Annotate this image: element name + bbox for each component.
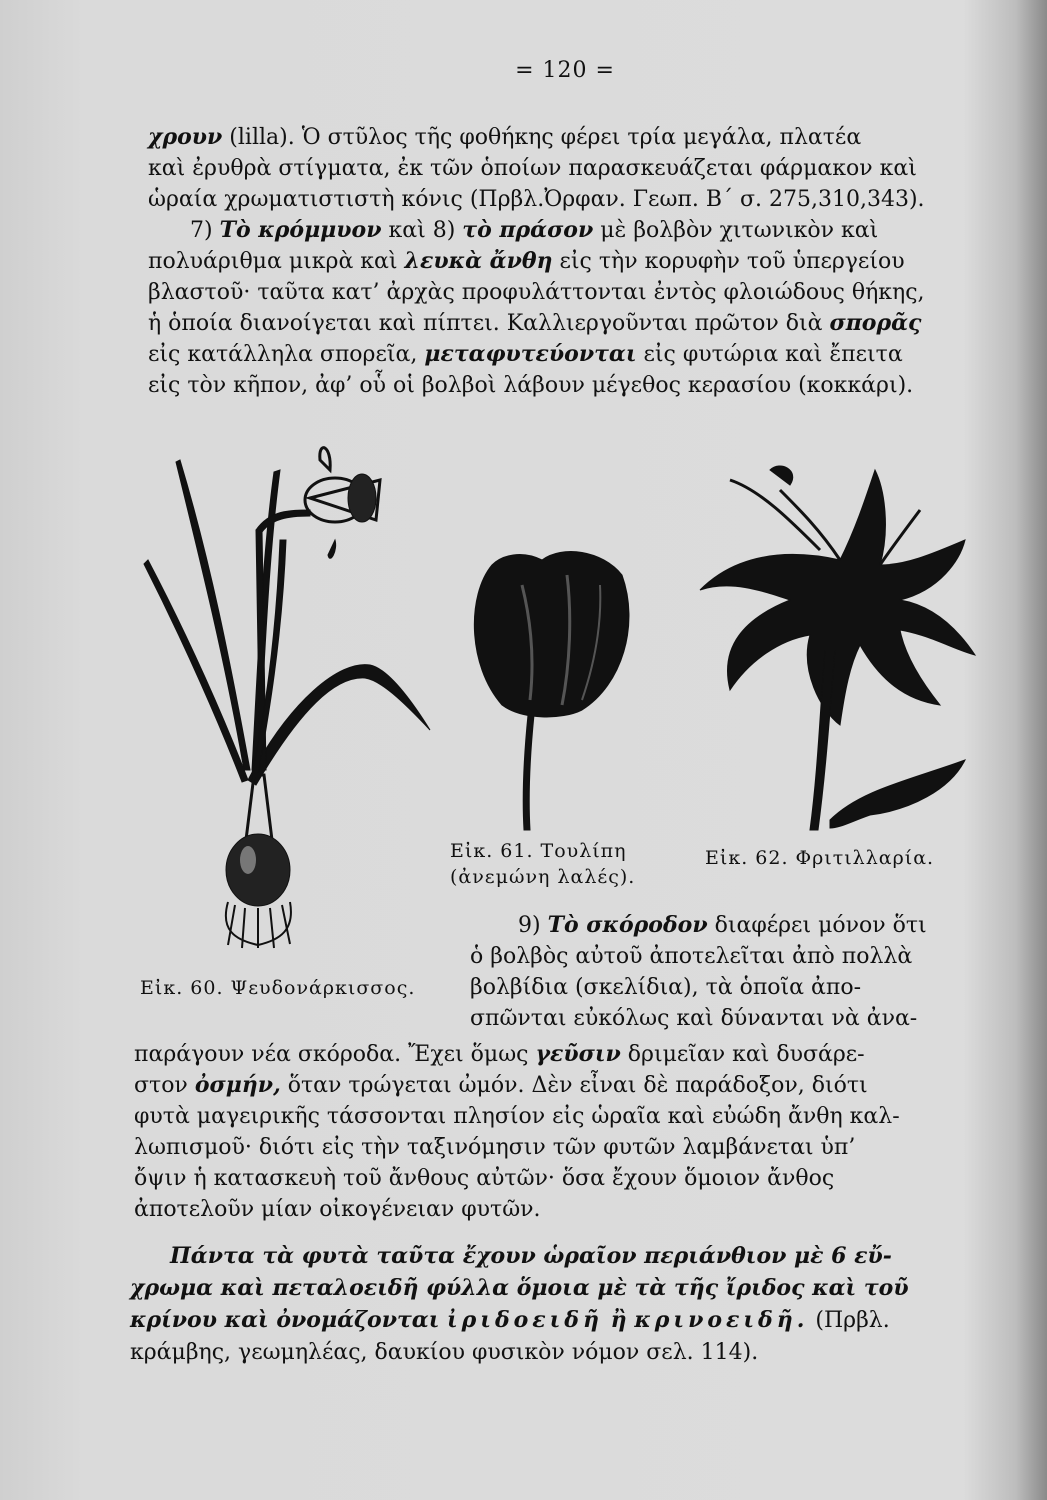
spaced-term: κρινοειδῆ. [634,1307,809,1333]
figure-61-caption [450,838,635,890]
paragraph-3-line-10: ἀποτελοῦν μίαν οἰκογένειαν φυτῶν. [134,1197,541,1222]
paragraph-3-line-2: ὁ βολβὸς αὐτοῦ ἀποτελεῖται ἀπὸ πολλὰ [470,944,913,969]
bold-term: σπορᾶς [829,310,922,336]
text: (lilla). Ὁ στῦλος τῆς φοθήκης φέρει τρία μεγάλα, πλατέα [222,125,862,150]
text: εἰς τὴν κορυφὴν τοῦ ὑπεργείου [552,249,905,274]
caption-line: Εἰκ. 61. Τουλίπη [450,840,627,862]
paragraph-2-line-6: εἰς τὸν κῆπον, ἀφ’ οὗ οἱ βολβοὶ λάβουν μέγεθος κερασίου (κοκκάρι). [148,373,914,398]
summary-line-1: Πάντα τὰ φυτὰ ταῦτα ἔχουν ὡραῖον περιάνθιον μὲ 6 εὔ- [170,1243,892,1269]
text: διαφέρει μόνον ὅτι [707,913,927,938]
text: πολυάριθμα μικρὰ καὶ [148,249,405,274]
text: εἰς φυτώρια καὶ ἔπειτα [636,342,903,367]
text: (Πρβλ. [808,1308,890,1333]
text: δριμεῖαν καὶ δυσάρε- [620,1042,865,1067]
spaced-term: ἰριδοειδῆ [447,1307,603,1333]
summary-line-3 [130,1304,980,1337]
paragraph-3-bottom [134,1039,984,1225]
paragraph-3-line-6 [134,1070,984,1101]
paragraph-2-line-3: βλαστοῦ· ταῦτα κατ’ ἀρχὰς προφυλάττονται ἐντὸς φλοιώδους θήκης, [148,280,925,305]
paragraph-3-line-9: ὄψιν ἡ κατασκευὴ τοῦ ἄνθους αὐτῶν· ὅσα ἔχουν ὅμοιον ἄνθος [134,1166,835,1191]
text: μὲ βολβὸν χιτωνικὸν καὶ [593,218,879,243]
paragraph-1-line-3: ὡραία χρωματιστιστὴ κόνις (Πρβλ.Ὀρφαν. Γεωπ. Β΄ σ. 275,310,343). [148,187,925,212]
bold-term: μεταφυτεύονται [424,341,637,367]
figure-60-caption: Εἰκ. 60. Ψευδονάρκισσος. [140,977,416,999]
bold-term: χρουν [148,124,223,150]
text: παράγουν νέα σκόροδα. Ἔχει ὅμως [134,1042,536,1067]
text: ἡ ὁποία διανοίγεται καὶ πίπτει. Καλλιεργοῦνται πρῶτον διὰ [148,311,830,336]
paragraph-2 [148,215,988,401]
text: καὶ 8) [381,218,463,243]
figure-62-caption: Εἰκ. 62. Φριτιλλαρία. [705,847,935,869]
bold-term: γεῦσιν [535,1041,621,1067]
bold-term: Τὸ κρόμμυον [219,217,382,243]
caption-line: (ἀνεμώνη λαλές). [450,866,636,888]
text: 7) [190,218,220,243]
fritillaria-illustration [690,450,990,835]
bold-term: τὸ πράσον [462,217,594,243]
paragraph-2-line-1 [148,215,988,246]
paragraph-3-line-4: σπῶνται εὐκόλως καὶ δύνανται νὰ ἀνα- [470,1006,918,1031]
paragraph-3-line-1 [470,910,980,941]
summary-line-4: κράμβης, γεωμηλέας, δαυκίου φυσικὸν νόμον σελ. 114). [130,1340,759,1365]
text: στον [134,1073,195,1098]
bold-term: λευκὰ ἄνθη [404,248,553,274]
summary-paragraph [130,1240,980,1369]
narcissus-illustration [140,440,440,950]
text: ὅταν τρώγεται ὠμόν. Δὲν εἶναι δὲ παράδοξον, διότι [280,1073,868,1098]
bold-term: ὀσμήν, [194,1072,281,1098]
paragraph-1-line-1 [148,122,988,153]
paragraph-1-line-2: καὶ ἐρυθρὰ στίγματα, ἐκ τῶν ὁποίων παρασκευάζεται φάρμακον καὶ [148,156,917,181]
paragraph-3-line-5 [134,1039,984,1070]
bold-term: Τὸ σκόροδον [547,912,708,938]
page-number: = 120 = [515,58,615,83]
summary-line-2: χρωμα καὶ πεταλοειδῆ φύλλα ὅμοια μὲ τὰ τῆς ἴριδος καὶ τοῦ [130,1275,909,1301]
paragraph-2-line-4 [148,308,988,339]
tulip-illustration [462,545,642,835]
paragraph-1 [148,122,988,215]
text: εἰς κατάλληλα σπορεῖα, [148,342,425,367]
bold-text: κρίνου καὶ ὀνομάζονται [130,1307,448,1333]
paragraph-2-line-5 [148,339,988,370]
paragraph-3-top [470,910,980,1034]
text: 9) [518,913,548,938]
paragraph-3-line-8: λωπισμοῦ· διότι εἰς τὴν ταξινόμησιν τῶν φυτῶν λαμβάνεται ὑπ’ [134,1135,856,1160]
paragraph-3-line-7: φυτὰ μαγειρικῆς τάσσονται πλησίον εἰς ὡραῖα καὶ εὐώδη ἄνθη καλ- [134,1104,900,1129]
paragraph-3-line-3: βολβίδια (σκελίδια), τὰ ὁποῖα ἀπο- [470,975,862,1000]
bold-text: ἢ [602,1307,635,1333]
paragraph-2-line-2 [148,246,988,277]
